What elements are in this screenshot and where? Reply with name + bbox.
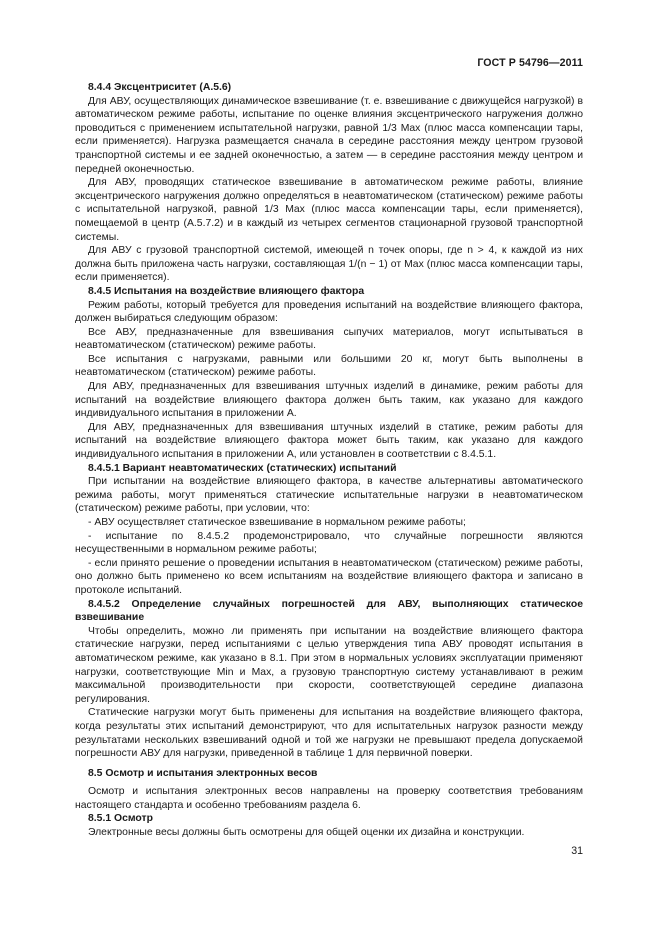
standard-designation: ГОСТ Р 54796—2011 — [477, 57, 583, 69]
page-number: 31 — [571, 845, 583, 857]
paragraph: Осмотр и испытания электронных весов направлены на проверку соответствия требованиям настоящего стандарта и особенно требованиям раздела 6. — [75, 786, 583, 811]
paragraph: При испытании на воздействие влияющего фактора, в качестве альтернативы автоматического режима работы, могут применяться статические испытательные нагрузки в неавтоматическом (статическом) режиме работы, при условии, что: — [75, 476, 583, 515]
paragraph: Чтобы определить, можно ли применять при испытании на воздействие влияющего фактора статические нагрузки, перед испытаниями с целью утверждения типа АВУ проводят испытания в автоматическом режиме, как указано в 8.1. При этом в нормальных условиях эксплуатации применяют нагрузки, соответствующие Min и Max, а грузовую транспортную систему устанавливают в режим максимальной производительности при скорости, соответствующей середине диапазона регулирования. — [75, 625, 583, 705]
list-item: - АВУ осуществляет статическое взвешивание в нормальном режиме работы; — [88, 517, 466, 528]
section-heading: 8.4.5.2 Определение случайных погрешностей для АВУ, выполняющих статическое взвешивание — [75, 598, 583, 624]
paragraph: Статические нагрузки могут быть применены для испытания на воздействие влияющего фактора, когда результаты этих испытаний демонстрируют, что для испытательных нагрузок разности между результатами нескольких взвешиваний одной и той же нагрузки не превышают предела допускаемой погрешности АВУ для нагрузки, приведенной в таблице 1 для первичной поверки. — [75, 707, 583, 760]
paragraph: Для АВУ с грузовой транспортной системой, имеющей n точек опоры, где n > 4, к каждой из них должна быть приложена часть нагрузки, составляющая 1/(n − 1) от Max (плюс масса компенсации тары, если применяется). — [75, 245, 583, 284]
section-heading: 8.4.5 Испытания на воздействие влияющего фактора — [88, 285, 365, 297]
section-heading: 8.5 Осмотр и испытания электронных весов — [88, 767, 318, 779]
paragraph: Все испытания с нагрузками, равными или большими 20 кг, могут быть выполнены в неавтоматическом (статическом) режиме работы. — [75, 353, 583, 379]
section-heading: 8.5.1 Осмотр — [88, 813, 153, 825]
paragraph: Для АВУ, предназначенных для взвешивания штучных изделий в динамике, режим работы для испытаний на воздействие влияющего фактора должен быть таким, как указано для каждого индивидуального испытания в приложении А. — [75, 381, 583, 420]
document-body — [75, 81, 583, 840]
list-item: - если принято решение о проведении испытания в неавтоматическом (статическом) режиме работы, оно должно быть применено ко всем испытаниям на воздействие влияющего фактора и записано в протоколе испытаний. — [75, 557, 583, 596]
section-heading: 8.4.5.1 Вариант неавтоматических (статических) испытаний — [88, 462, 397, 474]
paragraph: Все АВУ, предназначенные для взвешивания сыпучих материалов, могут испытываться в неавтоматическом (статическом) режиме работы. — [75, 326, 583, 352]
paragraph: Для АВУ, проводящих статическое взвешивание в автоматическом режиме работы, влияние эксцентрического нагружения должно определяться в неавтоматическом (статическом) режиме работы с испытательной нагрузкой, равной 1/3 Max (плюс масса компенсации тары, если применяется), помещаемой в центр (А.5.7.2) и в каждый из четырех сегментов стационарной грузовой транспортной системы. — [75, 177, 583, 243]
paragraph: Электронные весы должны быть осмотрены для общей оценки их дизайна и конструкции. — [88, 827, 525, 839]
list-item: - испытание по 8.4.5.2 продемонстрировало, что случайные погрешности являются несущественными в нормальном режиме работы; — [75, 530, 583, 556]
paragraph: Для АВУ, предназначенных для взвешивания штучных изделий в статике, режим работы для испытаний на воздействие влияющего фактора может быть таким, как указано для каждого индивидуального испытания в приложении А, или установлен в соответствии с 8.4.5.1. — [75, 421, 583, 461]
paragraph: Режим работы, который требуется для проведения испытаний на воздействие влияющего фактора, должен выбираться следующим образом: — [75, 299, 583, 325]
section-heading: 8.4.4 Эксцентриситет (А.5.6) — [88, 82, 232, 93]
paragraph: Для АВУ, осуществляющих динамическое взвешивание (т. е. взвешивание с движущейся нагрузкой) в автоматическом режиме работы, испытание по оценке влияния эксцентрического нагружения должно проводиться с применением испытательной нагрузки, равной 1/3 Max (плюс масса компенсации тары, если применяется). Нагрузка размещается сначала в середине расстояния между центром грузовой транспортной системы и ее задней оконечностью, а затем — в середине расстояния между центром и передней оконечностью. — [75, 95, 583, 175]
